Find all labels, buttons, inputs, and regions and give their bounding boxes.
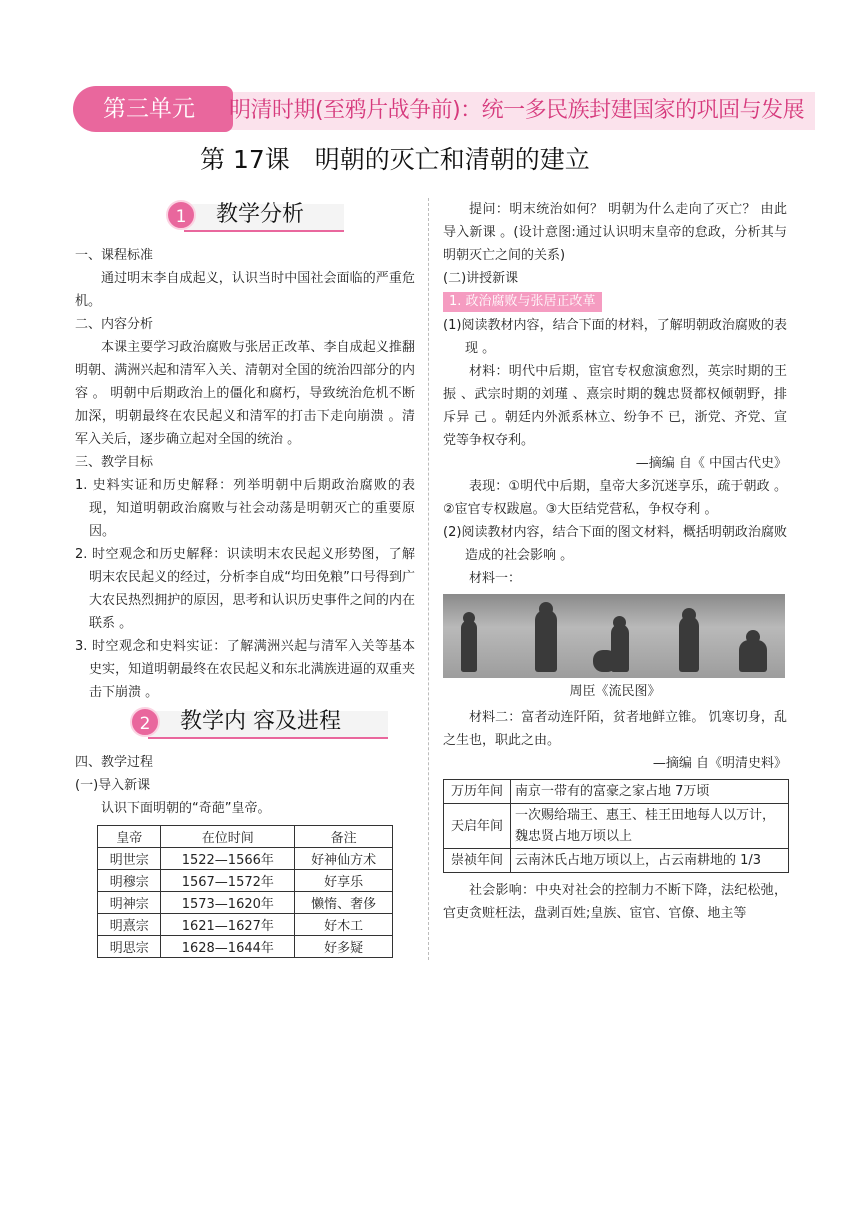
heading-teaching-goals: 三、教学目标 <box>75 455 154 470</box>
unit-title: 明清时期(至鸦片战争前)：统一多民族封建国家的巩固与发展 <box>229 98 805 123</box>
table-row <box>444 780 789 804</box>
table-row <box>98 936 393 958</box>
task-item: (2)阅读教材内容，结合下面的图文材料，概括明朝政治腐败造成的社会影响 。 <box>443 525 787 563</box>
table-header-row <box>98 826 393 848</box>
emperor-table <box>97 825 393 958</box>
column-divider <box>428 198 429 960</box>
goal-item: 1. 史料实证和历史解释：列举明朝中后期政治腐败的表现，知道明朝政治腐败与社会动荡是明朝灭亡的重要原因。 <box>75 478 415 539</box>
painting-figure <box>679 616 699 672</box>
paragraph-material: 材料：明代中后期，宦官专权愈演愈烈，英宗时期的王振 、武宗时期的刘瑾 、熹宗时期的魏忠贤都权倾朝野，排斥异 己 。朝廷内外派系林立、纷争不 已，浙党、齐党、宣党等争权夺利。 <box>443 364 787 448</box>
table-header-cell: 备注 <box>295 826 393 848</box>
painting-figure <box>461 620 477 672</box>
table-row <box>98 892 393 914</box>
table-cell: 1522—1566年 <box>161 848 295 870</box>
table-cell: 好多疑 <box>295 936 393 958</box>
paragraph-question: 提问：明末统治如何？ 明朝为什么走向了灭亡？ 由此导入新课 。(设计意图:通过认识明末皇帝的怠政，分析其与明朝灭亡之间的关系) <box>443 202 787 263</box>
painting-figure-head <box>682 608 696 622</box>
table-cell: 一次赐给瑞王、惠王、桂王田地每人以万计，魏忠贤占地万顷以上 <box>511 804 789 849</box>
section-title: 教学分析 <box>216 202 305 227</box>
table-cell: 明穆宗 <box>98 870 161 892</box>
painting-figure-head <box>539 602 553 616</box>
table-cell: 1621—1627年 <box>161 914 295 936</box>
table-header-cell: 在位时间 <box>161 826 295 848</box>
section-number-badge: 1 <box>166 200 196 230</box>
table-cell: 南京一带有的富豪之家占地 7万顷 <box>511 780 789 804</box>
topic-tag: 1. 政治腐败与张居正改革 <box>443 292 602 312</box>
section-header-process <box>130 705 390 743</box>
paragraph-social-impact: 社会影响：中央对社会的控制力不断下降，法纪松弛，官吏贪赃枉法，盘剥百姓;皇族、宦官、官僚、地主等 <box>443 883 787 921</box>
heading-new-lesson: (二)讲授新课 <box>443 271 519 286</box>
paragraph-material-two: 材料二：富者动连阡陌，贫者地鲜立锥。 饥寒切身，乱之生也，职此之由。 <box>443 710 787 748</box>
right-column <box>443 198 787 925</box>
image-caption: 周臣《流民图》 <box>569 684 661 699</box>
painting-figure <box>535 610 557 672</box>
table-cell: 好木工 <box>295 914 393 936</box>
painting-figure-head <box>746 630 760 644</box>
material-label: 材料一： <box>469 571 522 586</box>
table-cell: 崇祯年间 <box>444 849 511 873</box>
painting-figure-head <box>463 612 475 624</box>
section-number-badge: 2 <box>130 707 160 737</box>
table-cell: 1573—1620年 <box>161 892 295 914</box>
table-cell: 明世宗 <box>98 848 161 870</box>
source-citation: —摘编 自《明清史料》 <box>652 756 787 771</box>
table-row <box>98 914 393 936</box>
left-column-lower <box>75 751 415 820</box>
painting-figure <box>739 640 767 672</box>
paragraph-content-analysis: 本课主要学习政治腐败与张居正改革、李自成起义推翻明朝、满洲兴起和清军入关、清朝对全国的统治四部分的内容 。 明朝中后期政治上的僵化和腐朽，导致统治危机不断加深，明朝最终在农民起义和清军的打击下走向崩溃 。清军入关后，逐步确立起对全国的统治 。 <box>75 340 415 447</box>
table-cell: 万历年间 <box>444 780 511 804</box>
table-row <box>444 849 789 873</box>
table-cell: 好享乐 <box>295 870 393 892</box>
table-cell: 1567—1572年 <box>161 870 295 892</box>
painting-figure <box>611 624 629 672</box>
land-annexation-table <box>443 779 789 873</box>
section-header-analysis <box>166 198 346 236</box>
painting-figure-head <box>613 616 626 629</box>
heading-introduction: (一)导入新课 <box>75 778 151 793</box>
heading-teaching-process: 四、教学过程 <box>75 755 154 770</box>
table-cell: 明神宗 <box>98 892 161 914</box>
unit-badge: 第三单元 <box>73 86 225 132</box>
table-cell: 云南沐氏占地万顷以上，占云南耕地的 1/3 <box>511 849 789 873</box>
task-item: (1)阅读教材内容，结合下面的材料，了解明朝政治腐败的表现 。 <box>443 318 787 356</box>
goal-item: 2. 时空观念和历史解释：识读明末农民起义形势图，了解明末农民起义的经过，分析李自成“均田免粮”口号得到广大农民热烈拥护的原因，思考和认识历史事件之间的内在联系 。 <box>75 547 415 631</box>
table-row <box>444 804 789 849</box>
table-cell: 明思宗 <box>98 936 161 958</box>
table-cell: 明熹宗 <box>98 914 161 936</box>
table-cell: 天启年间 <box>444 804 511 849</box>
paragraph-introduction: 认识下面明朝的“奇葩”皇帝。 <box>101 801 271 816</box>
goal-item: 3. 时空观念和史料实证：了解满洲兴起与清军入关等基本史实，知道明朝最终在农民起义和东北满族进逼的双重夹击下崩溃 。 <box>75 639 415 700</box>
table-row <box>98 870 393 892</box>
source-citation: —摘编 自《 中国古代史》 <box>635 456 787 471</box>
section-title: 教学内 容及进程 <box>180 709 341 734</box>
left-column <box>75 244 415 704</box>
paragraph-curriculum-standard: 通过明末李自成起义，认识当时中国社会面临的严重危机。 <box>75 271 415 309</box>
heading-content-analysis: 二、内容分析 <box>75 317 154 332</box>
lesson-title: 第 17课 明朝的灭亡和清朝的建立 <box>200 145 590 174</box>
table-cell: 好神仙方术 <box>295 848 393 870</box>
paragraph-manifestation: 表现：①明代中后期，皇帝大多沉迷享乐，疏于朝政 。②宦官专权跋扈。③大臣结党营私，争权夺利 。 <box>443 479 787 517</box>
refugee-painting-image <box>443 594 785 678</box>
table-row <box>98 848 393 870</box>
table-cell: 懒惰、奢侈 <box>295 892 393 914</box>
heading-curriculum-standard: 一、课程标准 <box>75 248 154 263</box>
table-header-cell: 皇帝 <box>98 826 161 848</box>
table-cell: 1628—1644年 <box>161 936 295 958</box>
